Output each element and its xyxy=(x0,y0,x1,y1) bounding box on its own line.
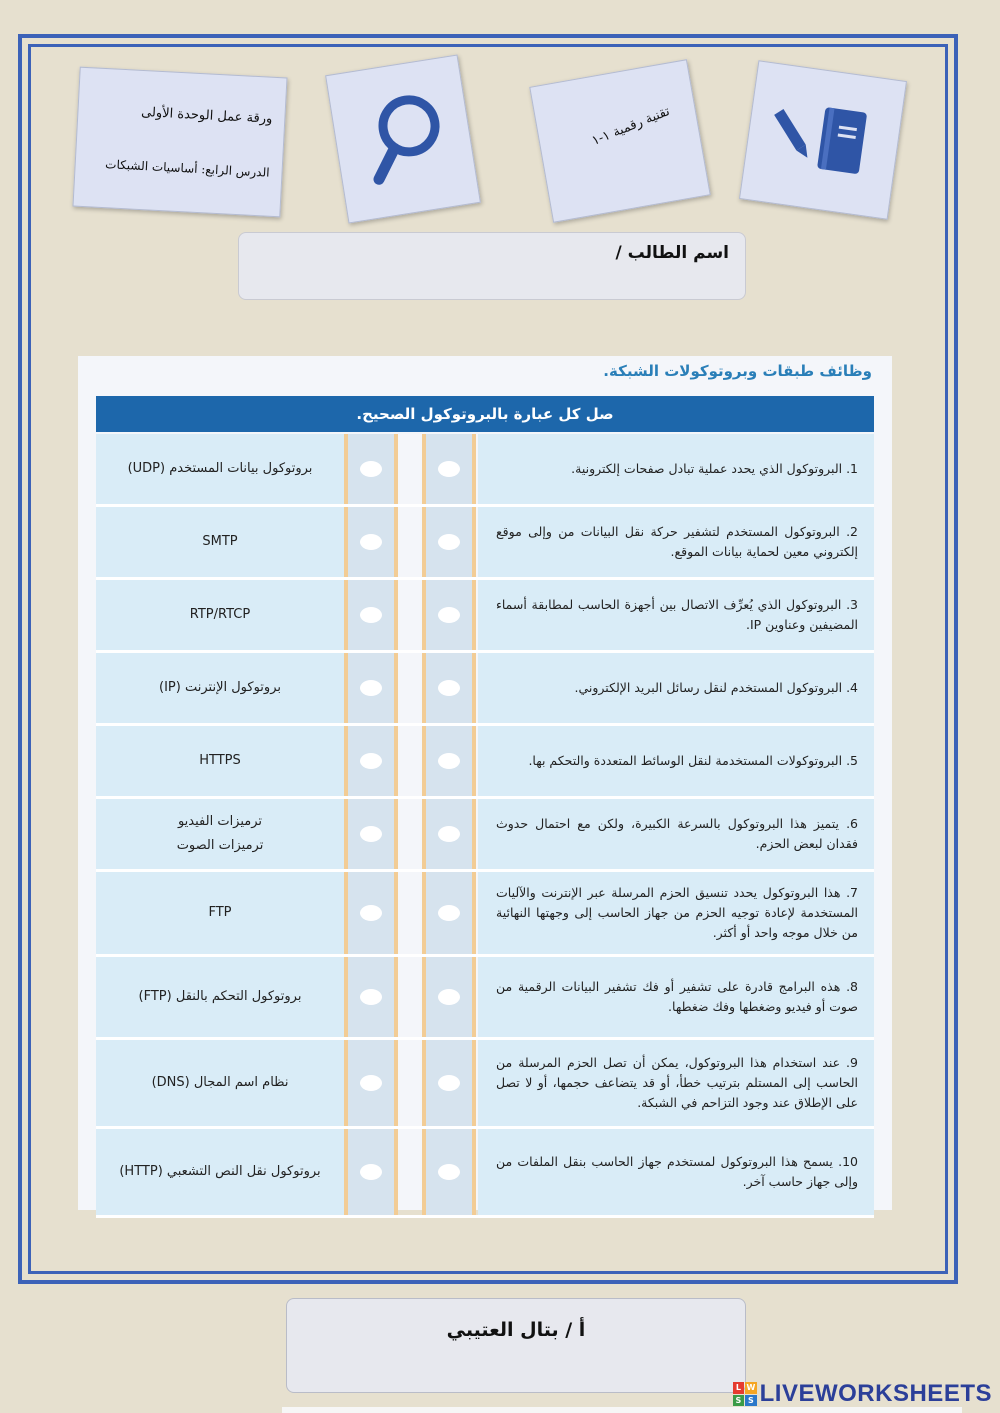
question-connector-dot[interactable] xyxy=(438,680,460,696)
question-connector-dot[interactable] xyxy=(438,989,460,1005)
divider xyxy=(394,1040,398,1126)
table-row xyxy=(96,434,874,507)
question-text: 6. يتميز هذا البروتوكول بالسرعة الكبيرة، ولكن مع احتمال حدوث فقدان لبعض الحزم. xyxy=(496,816,858,851)
divider xyxy=(472,653,476,723)
answer-cell xyxy=(96,799,344,869)
answer-connector-dot[interactable] xyxy=(360,826,382,842)
search-card xyxy=(325,54,481,223)
book-card xyxy=(739,60,907,220)
question-connector-dot[interactable] xyxy=(438,461,460,477)
question-cell xyxy=(478,580,874,650)
question-cell xyxy=(478,799,874,869)
table-row xyxy=(96,799,874,872)
divider xyxy=(344,1040,348,1126)
lesson-title: الدرس الرابع: أساسيات الشبكات xyxy=(104,157,270,180)
answer-text: بروتوكول نقل النص التشعبي (HTTP) xyxy=(119,1164,321,1179)
answer-connector-dot[interactable] xyxy=(360,1075,382,1091)
question-cell xyxy=(478,872,874,954)
magnifier-icon xyxy=(326,55,482,224)
matching-table xyxy=(96,434,874,1218)
logo-cell: L xyxy=(733,1382,745,1394)
notebook-pencil-icon xyxy=(740,61,908,221)
divider xyxy=(344,957,348,1037)
divider xyxy=(422,653,426,723)
divider xyxy=(422,507,426,577)
question-text: 3. البروتوكول الذي يُعرِّف الاتصال بين أجهزة الحاسب لمطابقة أسماء المضيفين وعناوين IP. xyxy=(496,597,858,632)
answer-text: RTP/RTCP xyxy=(189,607,251,622)
question-connector-dot[interactable] xyxy=(438,826,460,842)
divider xyxy=(344,507,348,577)
divider xyxy=(422,434,426,504)
divider xyxy=(472,1129,476,1215)
divider xyxy=(344,726,348,796)
divider xyxy=(472,726,476,796)
subject-title: تقنية رقمية ١-١ xyxy=(590,103,673,149)
question-connector-dot[interactable] xyxy=(438,1075,460,1091)
divider xyxy=(472,507,476,577)
divider xyxy=(344,1129,348,1215)
logo-cell: S xyxy=(733,1395,745,1407)
section-title: وظائف طبقات وبروتوكولات الشبكة. xyxy=(603,362,872,380)
divider xyxy=(472,434,476,504)
instruction-banner: صل كل عبارة بالبروتوكول الصحيح. xyxy=(96,396,874,432)
table-row xyxy=(96,653,874,726)
divider xyxy=(422,1129,426,1215)
divider xyxy=(394,434,398,504)
answer-cell xyxy=(96,507,344,577)
worksheet-title: ورقة عمل الوحدة الأولى xyxy=(140,104,273,127)
question-text: 9. عند استخدام هذا البروتوكول، يمكن أن تصل الحزم المرسلة من الحاسب إلى المستلم بترتيب خطأ، أو قد يتضاعف حجمها، أو لا تصل على الإطلاق عند وجود التزاحم في الشبكة. xyxy=(496,1055,858,1110)
table-row xyxy=(96,726,874,799)
question-cell xyxy=(478,653,874,723)
question-text: 2. البروتوكول المستخدم لتشفير حركة نقل البيانات من وإلى موقع إلكتروني معين لحماية بيانات الموقع. xyxy=(496,524,858,559)
answer-connector-dot[interactable] xyxy=(360,989,382,1005)
question-text: 1. البروتوكول الذي يحدد عملية تبادل صفحات إلكترونية. xyxy=(571,461,858,476)
subject-card xyxy=(529,59,711,223)
divider xyxy=(394,726,398,796)
divider xyxy=(394,1129,398,1215)
divider xyxy=(394,799,398,869)
question-connector-dot[interactable] xyxy=(438,534,460,550)
divider xyxy=(344,434,348,504)
question-text: 5. البروتوكولات المستخدمة لنقل الوسائط المتعددة والتحكم بها. xyxy=(528,753,858,768)
question-text: 7. هذا البروتوكول يحدد تنسيق الحزم المرسلة عبر الإنترنت والآليات المستخدمة لإعادة توجيه الحزم من جهاز الحاسب إلى وجهتها النهائية من خلال موجه واحد أو أكثر. xyxy=(496,885,858,940)
answer-connector-dot[interactable] xyxy=(360,905,382,921)
title-card xyxy=(72,67,287,218)
answer-text: بروتوكول التحكم بالنقل (FTP) xyxy=(138,989,302,1004)
divider xyxy=(394,957,398,1037)
answer-text: ترميزات الفيديو ترميزات الصوت xyxy=(176,814,264,853)
table-row xyxy=(96,1129,874,1218)
student-name-label: اسم الطالب / xyxy=(615,243,729,263)
divider xyxy=(344,799,348,869)
table-row xyxy=(96,1040,874,1129)
divider xyxy=(472,580,476,650)
question-cell xyxy=(478,1129,874,1215)
question-connector-dot[interactable] xyxy=(438,607,460,623)
question-cell xyxy=(478,434,874,504)
brand-watermark xyxy=(733,1380,992,1408)
student-name-field[interactable] xyxy=(238,232,746,300)
answer-text: SMTP xyxy=(202,534,238,549)
worksheet xyxy=(78,356,892,1210)
question-cell xyxy=(478,507,874,577)
answer-text: HTTPS xyxy=(199,753,241,768)
table-row xyxy=(96,580,874,653)
divider xyxy=(344,580,348,650)
divider xyxy=(472,872,476,954)
answer-text: بروتوكول بيانات المستخدم (UDP) xyxy=(127,461,313,476)
table-row xyxy=(96,957,874,1040)
answer-text: نظام اسم المجال (DNS) xyxy=(151,1075,289,1090)
question-connector-dot[interactable] xyxy=(438,1164,460,1180)
answer-text: بروتوكول الإنترنت (IP) xyxy=(159,680,281,695)
divider xyxy=(472,799,476,869)
logo-cell: W xyxy=(746,1383,756,1392)
answer-connector-dot[interactable] xyxy=(360,534,382,550)
answer-cell xyxy=(96,580,344,650)
bottom-strip xyxy=(282,1407,962,1413)
answer-text: FTP xyxy=(208,905,232,920)
divider xyxy=(422,872,426,954)
divider xyxy=(422,1040,426,1126)
brand-logo-icon xyxy=(733,1382,757,1406)
divider xyxy=(394,872,398,954)
divider xyxy=(344,653,348,723)
table-row xyxy=(96,507,874,580)
question-connector-dot[interactable] xyxy=(438,905,460,921)
question-cell xyxy=(478,1040,874,1126)
table-row xyxy=(96,872,874,957)
answer-connector-dot[interactable] xyxy=(360,753,382,769)
answer-cell xyxy=(96,653,344,723)
divider xyxy=(422,726,426,796)
divider xyxy=(472,1040,476,1126)
question-cell xyxy=(478,726,874,796)
question-text: 4. البروتوكول المستخدم لنقل رسائل البريد الإلكتروني. xyxy=(574,680,858,695)
teacher-name: أ / بتال العتيبي xyxy=(446,1319,586,1341)
divider xyxy=(472,957,476,1037)
question-text: 10. يسمح هذا البروتوكول لمستخدم جهاز الحاسب بنقل الملفات من وإلى جهاز حاسب آخر. xyxy=(496,1154,858,1189)
answer-cell xyxy=(96,1129,344,1215)
divider xyxy=(344,872,348,954)
divider xyxy=(394,580,398,650)
answer-cell xyxy=(96,1040,344,1126)
divider xyxy=(422,799,426,869)
question-text: 8. هذه البرامج قادرة على تشفير أو فك تشفير البيانات الرقمية من صوت أو فيديو وضغطها وفك ضغطها. xyxy=(496,979,858,1014)
divider xyxy=(394,507,398,577)
answer-cell xyxy=(96,872,344,954)
answer-cell xyxy=(96,726,344,796)
answer-connector-dot[interactable] xyxy=(360,680,382,696)
logo-cell: S xyxy=(745,1395,757,1407)
teacher-box xyxy=(286,1298,746,1393)
divider xyxy=(394,653,398,723)
answer-cell xyxy=(96,434,344,504)
question-connector-dot[interactable] xyxy=(438,753,460,769)
answer-cell xyxy=(96,957,344,1037)
divider xyxy=(422,957,426,1037)
brand-text: LIVEWORKSHEETS xyxy=(759,1380,992,1407)
answer-connector-dot[interactable] xyxy=(360,607,382,623)
divider xyxy=(422,580,426,650)
answer-connector-dot[interactable] xyxy=(360,1164,382,1180)
answer-connector-dot[interactable] xyxy=(360,461,382,477)
question-cell xyxy=(478,957,874,1037)
